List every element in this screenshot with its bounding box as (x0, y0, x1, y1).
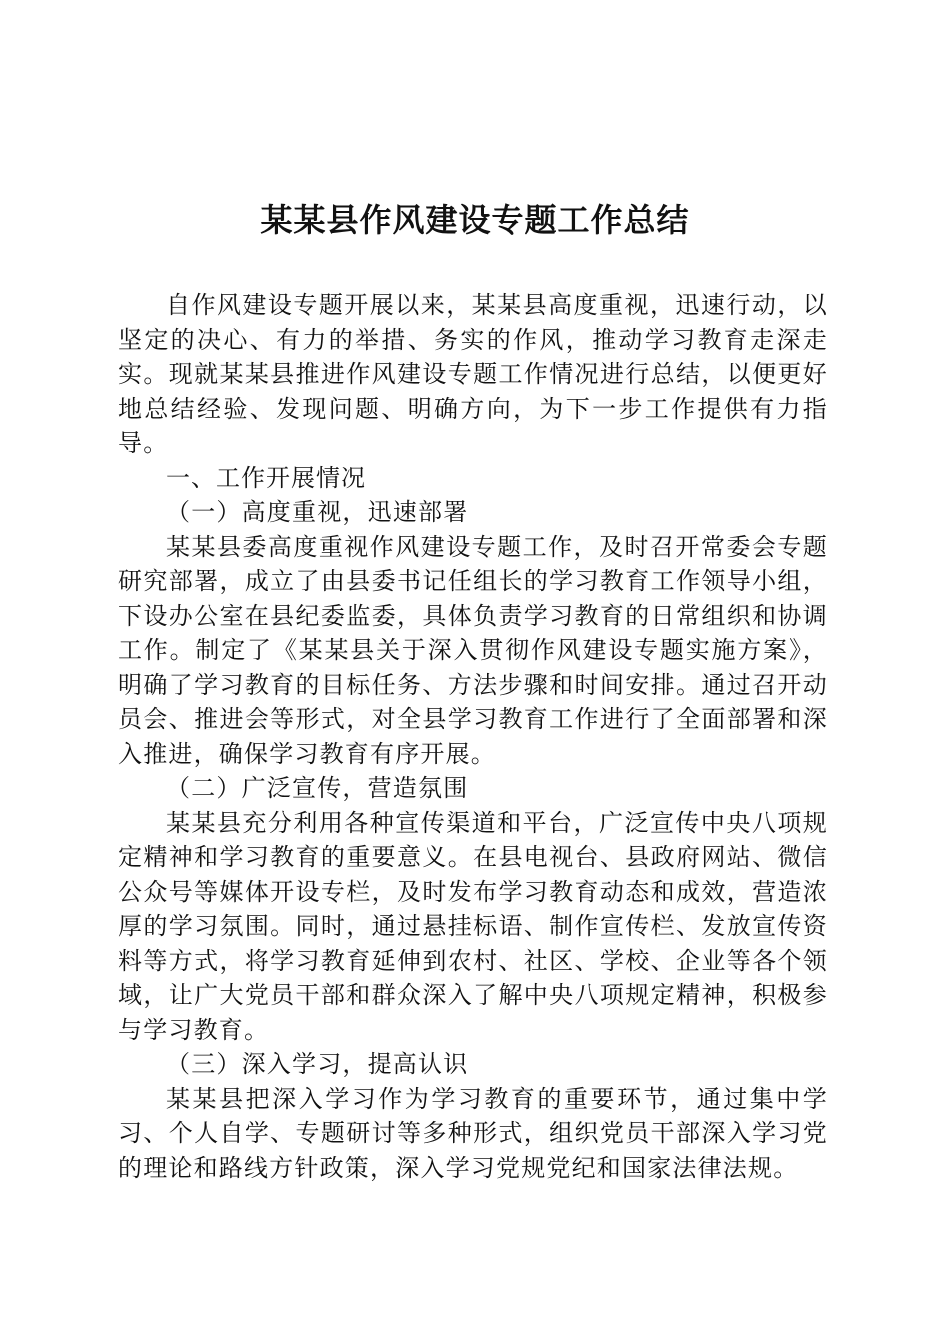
subsection-paragraph-2: 某某县充分利用各种宣传渠道和平台，广泛宣传中央八项规定精神和学习教育的重要意义。在县电视台、县政府网站、微信公众号等媒体开设专栏，及时发布学习教育动态和成效，营造浓厚的学习氛围。同时，通过悬挂标语、制作宣传栏、发放宣传资料等方式，将学习教育延伸到农村、社区、学校、企业等各个领域，让广大党员干部和群众深入了解中央八项规定精神，积极参与学习教育。 (118, 808, 828, 1044)
section-heading: 一、工作开展情况 (166, 463, 366, 492)
intro-paragraph: 自作风建设专题开展以来，某某县高度重视，迅速行动，以坚定的决心、有力的举措、务实的作风，推动学习教育走深走实。现就某某县推进作风建设专题工作情况进行总结，以便更好地总结经验、发现问题、明确方向，为下一步工作提供有力指导。 (118, 291, 828, 457)
subsection-paragraph-1: 某某县委高度重视作风建设专题工作，及时召开常委会专题研究部署，成立了由县委书记任组长的学习教育工作领导小组，下设办公室在县纪委监委，具体负责学习教育的日常组织和协调工作。制定了《某某县关于深入贯彻作风建设专题实施方案》，明确了学习教育的目标任务、方法步骤和时间安排。通过召开动员会、推进会等形式，对全县学习教育工作进行了全面部署和深入推进，确保学习教育有序开展。 (118, 532, 828, 768)
document-title: 某某县作风建设专题工作总结 (260, 201, 690, 239)
subsection-heading-2: （二）广泛宣传，营造氛围 (166, 774, 469, 802)
subsection-heading-3: （三）深入学习，提高认识 (166, 1050, 469, 1078)
subsection-paragraph-3: 某某县把深入学习作为学习教育的重要环节，通过集中学习、个人自学、专题研讨等多种形式，组织党员干部深入学习党的理论和路线方针政策，深入学习党规党纪和国家法律法规。 (118, 1084, 828, 1182)
document-body (118, 288, 828, 1185)
subsection-heading-1: （一）高度重视，迅速部署 (166, 498, 469, 526)
